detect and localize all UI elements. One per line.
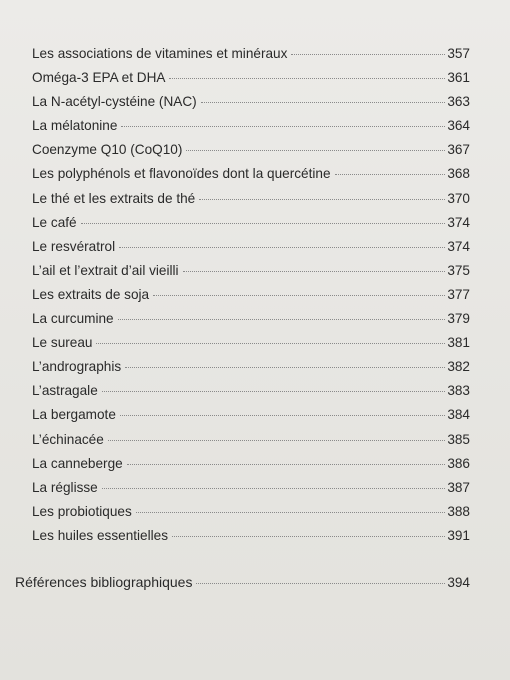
dot-leader xyxy=(96,343,445,344)
toc-entry-title: Coenzyme Q10 (CoQ10) xyxy=(32,142,183,158)
toc-entry-page: 357 xyxy=(447,46,470,61)
dot-leader xyxy=(291,54,445,55)
toc-entry xyxy=(32,162,470,186)
toc-entry-title: Le café xyxy=(32,214,77,230)
references-page: 394 xyxy=(447,575,470,590)
toc-entry-page: 374 xyxy=(447,214,470,230)
dot-leader xyxy=(81,223,446,224)
toc-entry-title: Le thé et les extraits de thé xyxy=(32,190,196,206)
dot-leader xyxy=(125,367,445,368)
toc-entry-title: L’astragale xyxy=(32,383,98,399)
toc-entry-title: Le sureau xyxy=(32,335,93,351)
toc-entry xyxy=(32,90,470,114)
toc-entry-page: 387 xyxy=(447,479,470,495)
toc-entry-title: La bergamote xyxy=(32,407,116,423)
toc-entry xyxy=(32,259,470,283)
toc-entry-page: 361 xyxy=(447,70,470,86)
toc-entry-page: 391 xyxy=(447,527,470,543)
dot-leader xyxy=(199,199,445,200)
dot-leader xyxy=(108,440,446,441)
toc-entry-title: Les huiles essentielles xyxy=(32,527,169,543)
dot-leader xyxy=(118,319,446,320)
dot-leader xyxy=(201,102,446,103)
toc-entry-title: Le resvératrol xyxy=(32,238,116,254)
toc-entry-title: Les extraits de soja xyxy=(32,286,150,302)
dot-leader xyxy=(169,78,445,79)
dot-leader xyxy=(119,247,445,248)
toc-entry xyxy=(32,42,470,66)
toc-entry-title: Les polyphénols et flavonoïdes dont la quercétine xyxy=(32,166,331,182)
toc-entry-title: Les associations de vitamines et minéraux xyxy=(32,46,288,61)
dot-leader xyxy=(136,512,446,513)
toc-entry xyxy=(32,403,470,427)
toc-entry-page: 368 xyxy=(447,166,470,182)
toc-entry-page: 382 xyxy=(447,359,470,375)
dot-leader xyxy=(102,488,446,489)
table-of-contents xyxy=(32,42,470,548)
toc-entry xyxy=(32,452,470,476)
toc-entry xyxy=(32,524,470,548)
toc-entry-page: 383 xyxy=(447,383,470,399)
toc-entry xyxy=(32,187,470,211)
toc-entry-title: La canneberge xyxy=(32,455,123,471)
toc-entry-page: 370 xyxy=(447,190,470,206)
toc-entry-title: La réglisse xyxy=(32,479,98,495)
toc-entry-title: La mélatonine xyxy=(32,118,118,134)
toc-entry-page: 385 xyxy=(447,431,470,447)
toc-entry-references xyxy=(15,570,470,594)
toc-entry-page: 374 xyxy=(447,238,470,254)
dot-leader xyxy=(196,583,445,584)
toc-entry-title: La N-acétyl-cystéine (NAC) xyxy=(32,94,197,110)
toc-entry xyxy=(32,114,470,138)
toc-entry-page: 375 xyxy=(447,262,470,278)
toc-entry-page: 388 xyxy=(447,503,470,519)
toc-entry-page: 386 xyxy=(447,455,470,471)
toc-entry-title: Les probiotiques xyxy=(32,503,132,519)
toc-entry-page: 381 xyxy=(447,335,470,351)
toc-entry xyxy=(32,283,470,307)
toc-entry-page: 384 xyxy=(447,407,470,423)
dot-leader xyxy=(183,271,446,272)
toc-entry-title: Oméga-3 EPA et DHA xyxy=(32,70,166,86)
toc-entry xyxy=(32,235,470,259)
toc-entry-title: L’andrographis xyxy=(32,359,122,375)
dot-leader xyxy=(127,464,446,465)
toc-entry-page: 367 xyxy=(447,142,470,158)
toc-entry xyxy=(32,379,470,403)
toc-entry-title: L’échinacée xyxy=(32,431,104,447)
toc-entry xyxy=(32,476,470,500)
toc-entry xyxy=(32,211,470,235)
dot-leader xyxy=(172,536,445,537)
toc-entry-title: L’ail et l’extrait d’ail vieilli xyxy=(32,262,179,278)
dot-leader xyxy=(153,295,445,296)
toc-entry xyxy=(32,66,470,90)
references-title: Références bibliographiques xyxy=(15,574,193,590)
dot-leader xyxy=(335,174,446,175)
dot-leader xyxy=(121,126,445,127)
toc-entry-page: 363 xyxy=(447,94,470,110)
toc-entry-page: 379 xyxy=(447,311,470,327)
references-section xyxy=(15,570,470,594)
toc-entry xyxy=(32,307,470,331)
toc-entry xyxy=(32,428,470,452)
dot-leader xyxy=(186,150,445,151)
toc-entry-title: La curcumine xyxy=(32,311,114,327)
toc-entry xyxy=(32,500,470,524)
toc-entry-page: 377 xyxy=(447,286,470,302)
toc-entry xyxy=(32,331,470,355)
dot-leader xyxy=(120,415,445,416)
dot-leader xyxy=(102,391,446,392)
toc-entry xyxy=(32,138,470,162)
toc-entry xyxy=(32,355,470,379)
toc-entry-page: 364 xyxy=(447,118,470,134)
